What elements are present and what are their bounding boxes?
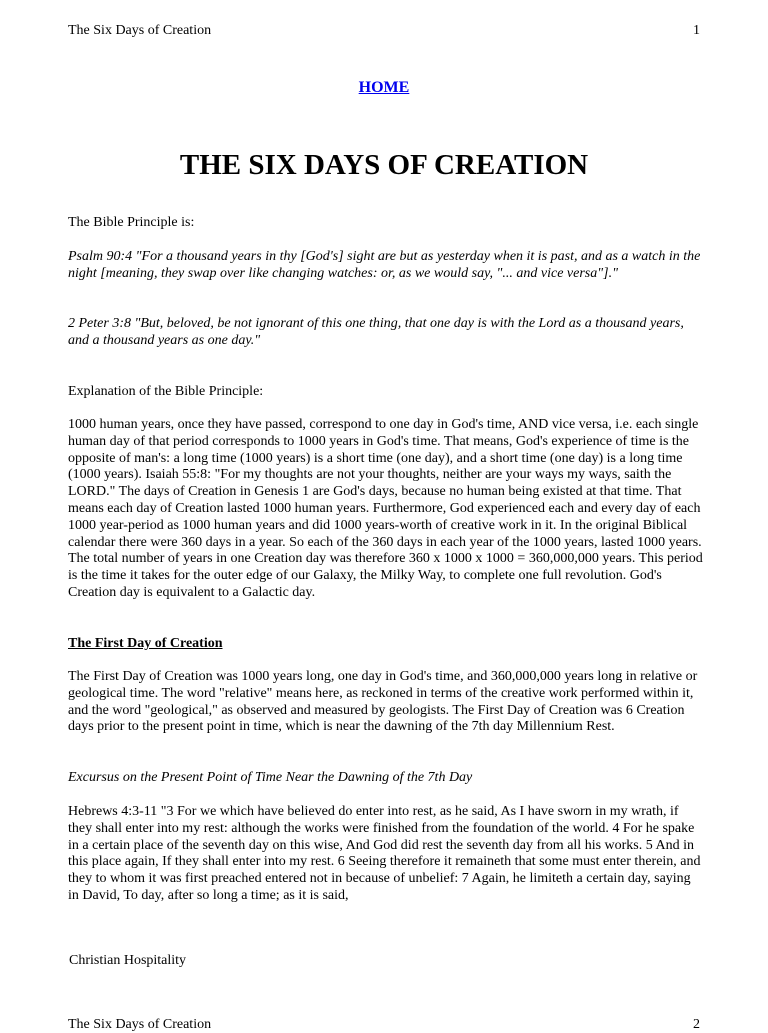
explanation-body-text: 1000 human years, once they have passed, correspond to one day in God's time, AND vice versa, i.e. each single human day of that period corresponds to 1000 years in God's time. That means, God's experience of time is the opposite of man's: a long time (1000 years) is a short time (one day), and a short time (one day) is a long time (1000 years). Isaiah 55:8: "For my thoughts are not your thoughts, neither are your ways my ways, saith the LORD." The days of Creation in Genesis 1 are God's days, because no human being existed at that time. That means each day of Creation lasted 1000 human years. Furthermore, God experienced each and every day of each 1000 year-period as 1000 human years and did 1000 years-worth of creative work in it. In the original Biblical calendar there were 360 days in a year. So each of the 360 days in each year of the 1000 years, lasted 1000 years. The total number of years in one Creation day was therefore 360 x 1000 x 1000 = 360,000,000 years. This period is the time it takes for the outer edge of our Galaxy, the Milky Way, to complete one full revolution. God's Creation day is equivalent to a Galactic day. xyxy=(68,417,703,600)
excursus-heading xyxy=(68,770,704,787)
hebrews-text: Hebrews 4:3-11 "3 For we which have believed do enter into rest, as he said, As I have sworn in my wrath, if they shall enter into my rest: although the works were finished from the foundation of the world. 4 For he spake in a certain place of the seventh day on this wise, And God did rest the seventh day from all his works. 5 And in this place again, If they shall enter into my rest. 6 Seeing therefore it remaineth that some must enter therein, and they to whom it was first preached entered not in because of unbelief: 7 Again, he limiteth a certain day, saying in David, To day, after so long a time; as it is said, xyxy=(68,804,701,903)
psalm-text: Psalm 90:4 "For a thousand years in thy [God's] sight are but as yesterday when it is past, and as a watch in the night [meaning, they swap over like changing watches: or, as we would say, "... and vice versa"]." xyxy=(68,249,701,281)
home-nav xyxy=(0,79,768,97)
footer-label: Christian Hospitality xyxy=(69,953,187,968)
excursus-heading-text: Excursus on the Present Point of Time Near the Dawning of the 7th Day xyxy=(68,770,473,785)
bible-principle-intro xyxy=(68,215,704,232)
intro-text: The Bible Principle is: xyxy=(68,215,195,230)
home-link[interactable]: HOME xyxy=(358,79,410,96)
peter-quote xyxy=(68,316,704,350)
first-day-body-text: The First Day of Creation was 1000 years long, one day in God's time, and 360,000,000 years long in relative or geological time. The word "relative" means here, as reckoned in terms of the creative work performed within it, and the word "geological," as observed and measured by geologists. The First Day of Creation was 6 Creation days prior to the present point in time, which is near the dawning of the 7th day Millennium Rest. xyxy=(68,669,698,735)
next-page-header xyxy=(68,1017,700,1033)
page-title: THE SIX DAYS OF CREATION xyxy=(179,149,589,181)
first-day-heading-text: The First Day of Creation xyxy=(68,636,223,651)
running-header-title: The Six Days of Creation xyxy=(68,23,212,38)
first-day-body xyxy=(68,669,704,736)
psalm-quote xyxy=(68,249,704,283)
footer xyxy=(69,953,186,969)
hebrews-quote xyxy=(68,804,704,905)
explanation-body xyxy=(68,417,704,602)
explanation-heading xyxy=(68,384,704,401)
next-page-number: 2 xyxy=(693,1017,700,1032)
peter-text: 2 Peter 3:8 "But, beloved, be not ignorant of this one thing, that one day is with the Lord as a thousand years, and a thousand years as one day." xyxy=(68,316,684,348)
first-day-heading xyxy=(68,636,704,653)
running-header xyxy=(68,23,700,39)
next-page-header-title: The Six Days of Creation xyxy=(68,1017,212,1032)
page-number: 1 xyxy=(693,23,700,38)
explanation-heading-text: Explanation of the Bible Principle: xyxy=(68,384,264,399)
